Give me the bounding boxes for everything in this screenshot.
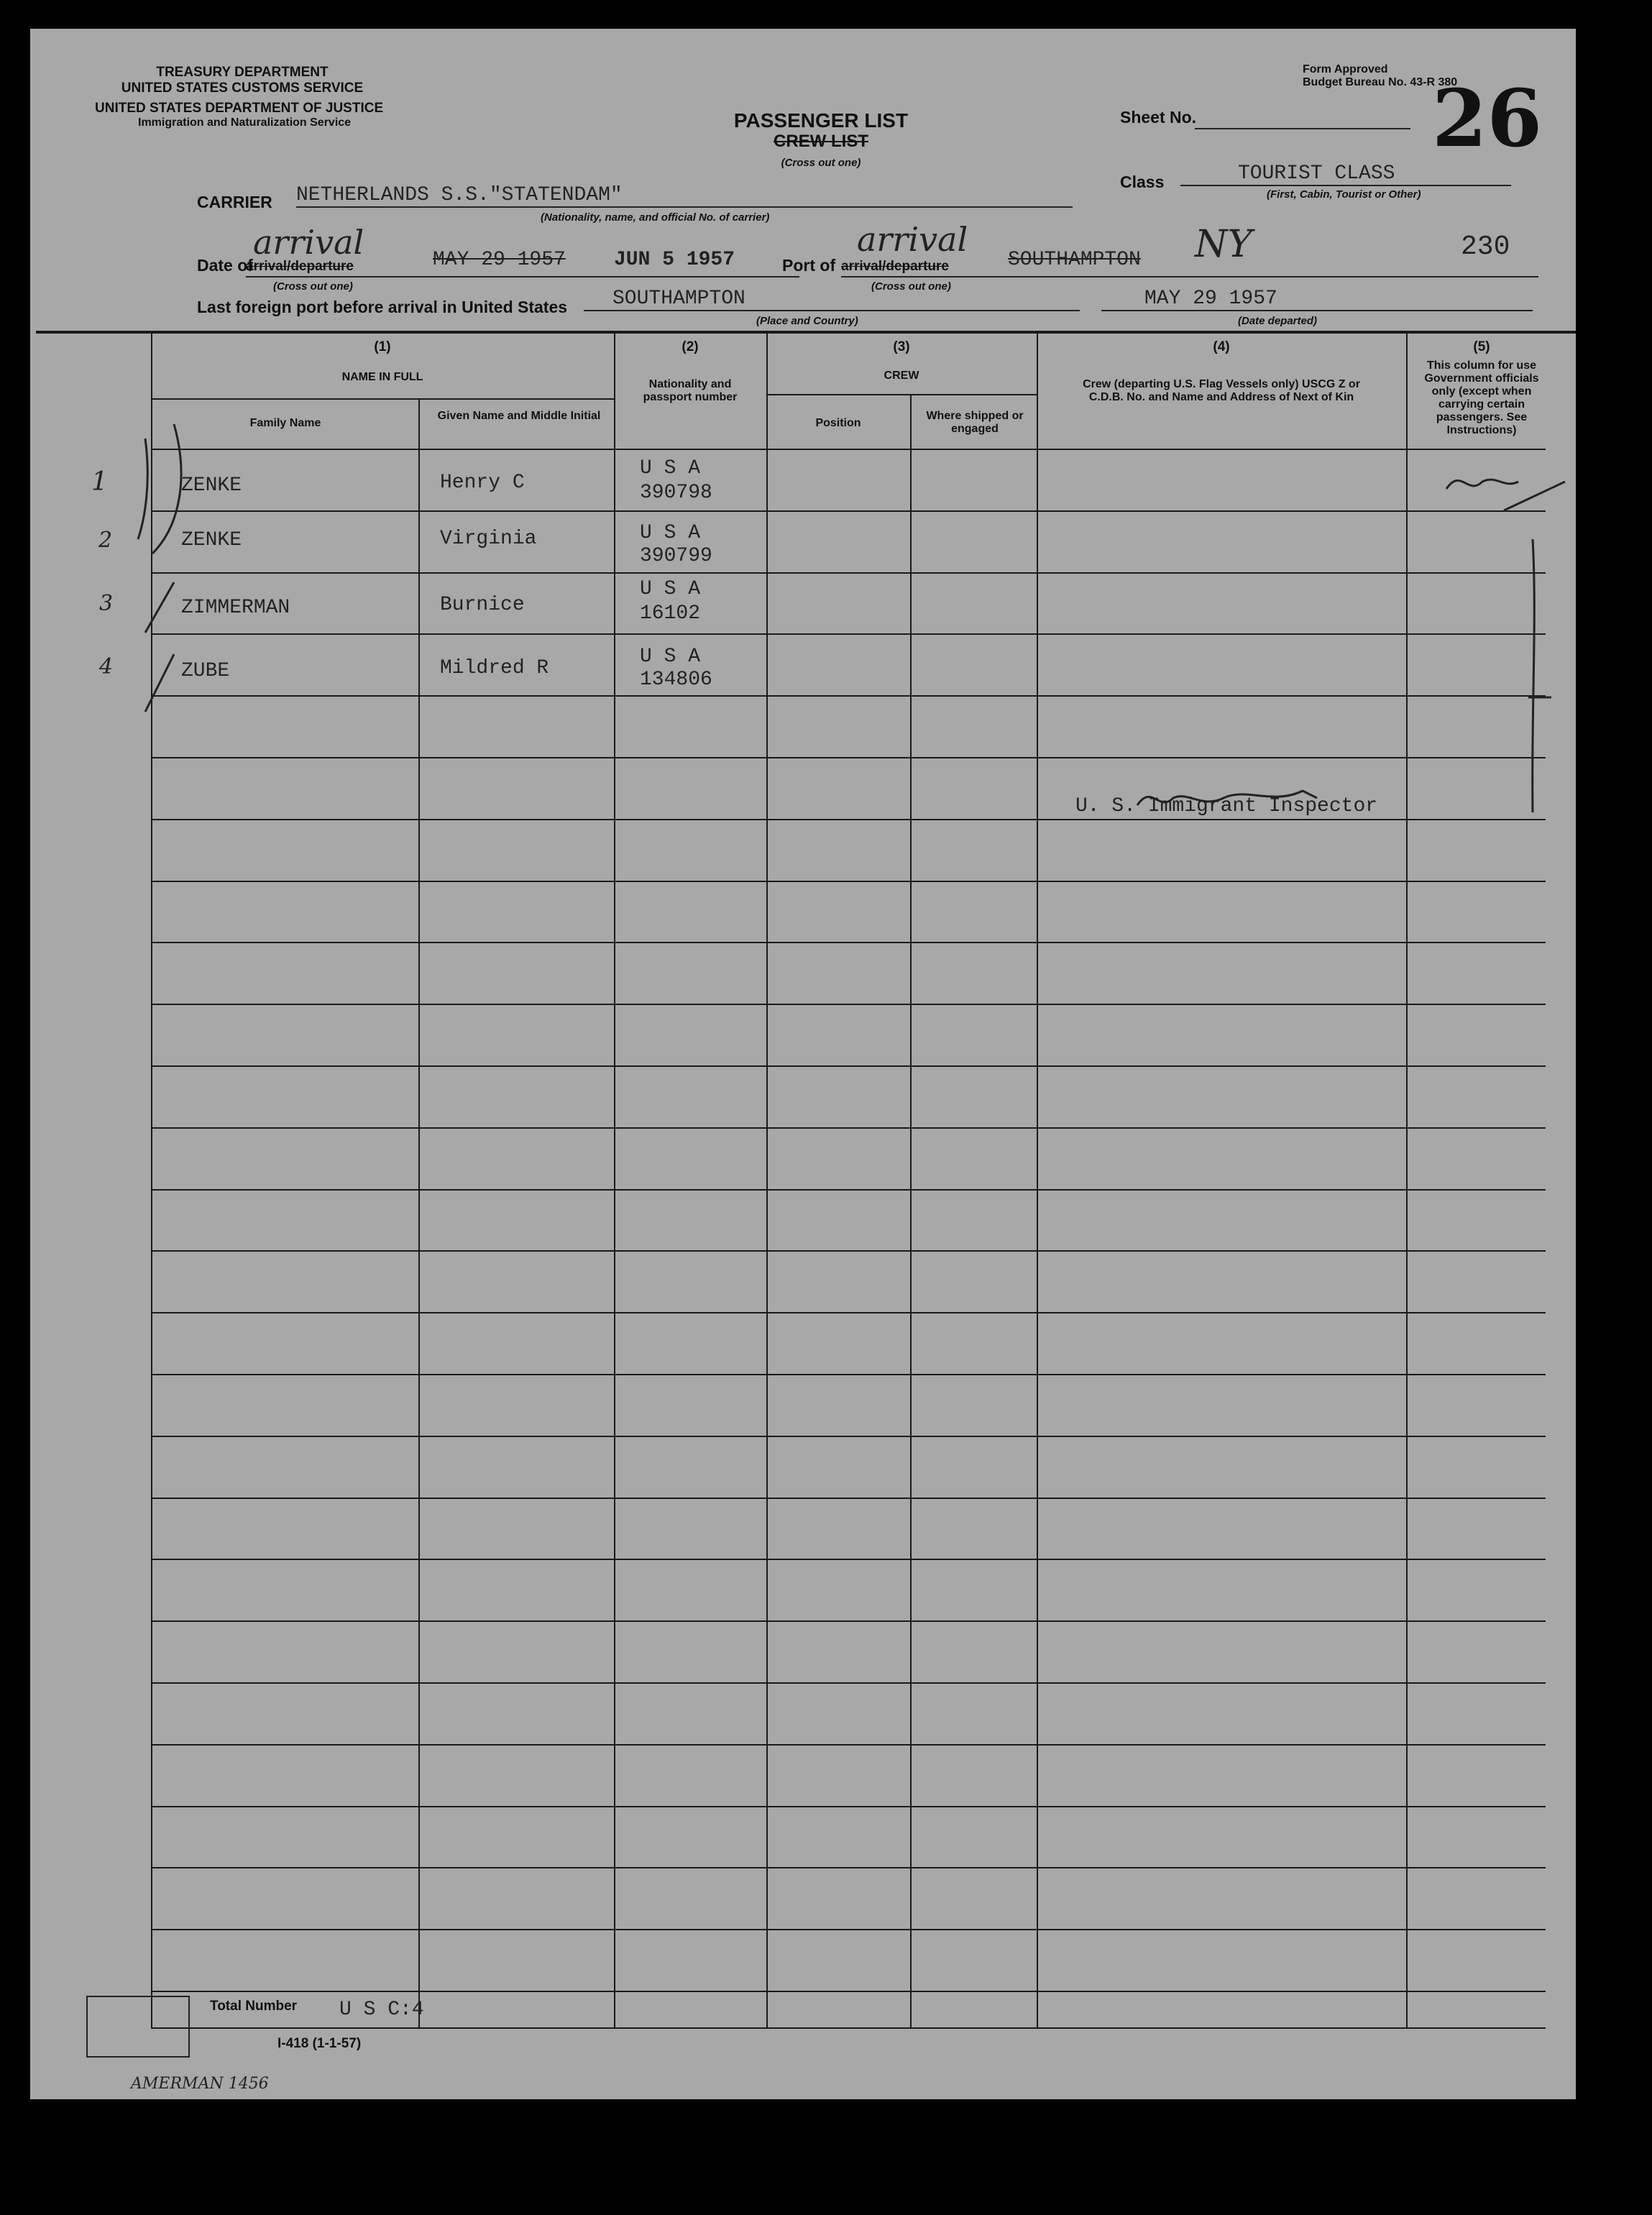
port-cross-out-note: (Cross out one) (871, 280, 951, 293)
col-divider-given (418, 398, 420, 2027)
date-value-struck: MAY 29 1957 (433, 249, 566, 271)
row-rule (151, 1312, 1546, 1313)
family-name-cell: ZENKE (181, 474, 242, 497)
carrier-label: CARRIER (197, 193, 272, 211)
passport-cell: 134806 (640, 669, 712, 691)
passport-cell: 16102 (640, 602, 701, 625)
col4-number: (4) (1213, 339, 1230, 354)
budget-bureau: Budget Bureau No. 43-R 380 (1303, 76, 1458, 88)
given-name-cell: Henry C (440, 472, 525, 494)
row-rule (151, 1991, 1546, 1992)
col4-title: Crew (departing U.S. Flag Vessels only) USCG Z or C.D.B. No. and Name and Address of Next of Kin (1083, 378, 1360, 403)
given-name-header: Given Name and Middle Initial (437, 410, 601, 422)
carrier-note: (Nationality, name, and official No. of carrier) (541, 211, 770, 224)
col3-number: (3) (893, 339, 910, 354)
position-header: Position (815, 417, 861, 429)
given-name-cell: Virginia (440, 528, 537, 550)
nationality-cell: U S A (640, 457, 701, 480)
row-rule (151, 1127, 1546, 1129)
stamp-number: 230 (1461, 231, 1510, 262)
col-divider-where (910, 394, 912, 2027)
family-name-cell: ZENKE (181, 529, 242, 551)
document-sheet (30, 29, 1576, 2099)
header-bottom-rule (151, 449, 1546, 450)
family-name-header: Family Name (249, 417, 321, 429)
date-line (246, 276, 799, 278)
ins-service: Immigration and Naturalization Service (138, 116, 352, 129)
table-top-rule (36, 331, 1576, 334)
class-label: Class (1120, 173, 1165, 191)
row-rule (151, 633, 1546, 635)
date-label: Date of (197, 256, 253, 275)
last-port-note: (Place and Country) (756, 315, 858, 327)
col2-number: (2) (682, 339, 699, 354)
row-rule (151, 757, 1546, 758)
row-rule (151, 942, 1546, 943)
port-line (841, 276, 1538, 278)
class-value: TOURIST CLASS (1180, 162, 1511, 186)
col-divider-nationality (614, 334, 615, 2027)
col1-number: (1) (374, 339, 391, 354)
col5-number: (5) (1473, 339, 1490, 354)
date-departed-note: (Date departed) (1238, 315, 1318, 327)
nationality-cell: U S A (640, 646, 701, 668)
form-number: I-418 (1-1-57) (277, 2036, 362, 2051)
row-rule (151, 1682, 1546, 1684)
col2-title: Nationality and passport number (643, 378, 738, 403)
family-name-cell: ZUBE (181, 660, 230, 682)
given-name-cell: Burnice (440, 594, 525, 616)
port-struck: arrival/departure (841, 259, 949, 274)
date-stamp: JUN 5 1957 (614, 249, 735, 271)
inspector-stamp: U. S. Immigrant Inspector (1075, 795, 1378, 817)
official-mark (1439, 439, 1583, 841)
row-rule (151, 1806, 1546, 1807)
date-cross-out-note: (Cross out one) (273, 280, 353, 293)
col5-title: This column for use Government officials only (except when carrying certain passengers. See Instructions) (1424, 359, 1539, 436)
row-rule (151, 1374, 1546, 1375)
total-box (86, 1996, 190, 2058)
row-rule (151, 510, 1546, 512)
carrier-value: NETHERLANDS S.S."STATENDAM" (296, 184, 1073, 208)
given-name-cell: Mildred R (440, 657, 549, 679)
form-approved: Form Approved (1303, 63, 1388, 75)
last-port-value: SOUTHAMPTON (584, 288, 1080, 311)
row-rule (151, 1498, 1546, 1499)
port-handwritten-value: NY (1195, 223, 1252, 266)
date-handwritten: arrival (253, 223, 364, 262)
sheet-line (1195, 128, 1410, 129)
row-rule (151, 1929, 1546, 1930)
page-title: PASSENGER LIST (733, 109, 909, 132)
row-rule (151, 572, 1546, 574)
row-rule (151, 1559, 1546, 1560)
row-rule (151, 1436, 1546, 1437)
nationality-cell: U S A (640, 522, 701, 544)
treasury-dept: TREASURY DEPARTMENT (156, 65, 329, 80)
last-port-label: Last foreign port before arrival in United States (197, 298, 568, 316)
row-rule (151, 695, 1546, 697)
col3-title: CREW (884, 370, 919, 382)
family-name-cell: ZIMMERMAN (181, 597, 290, 619)
row-tally-mark: 4 (99, 654, 114, 679)
customs-service: UNITED STATES CUSTOMS SERVICE (121, 81, 364, 96)
row-tally-mark: 1 (91, 467, 108, 497)
date-struck: arrival/departure (246, 259, 354, 274)
row-rule (151, 1744, 1546, 1746)
sheet-number: 26 (1432, 72, 1543, 165)
col-divider-crew (766, 334, 768, 2027)
total-value: U S C:4 (339, 1999, 424, 2021)
crew-subheader-rule (766, 394, 1037, 395)
row-rule (151, 1250, 1546, 1252)
row-rule (151, 1189, 1546, 1191)
col-divider-col4 (1037, 334, 1038, 2027)
title-cross-out-note: (Cross out one) (781, 157, 861, 169)
col-divider-col5 (1406, 334, 1408, 2027)
where-shipped-header: Where shipped or engaged (926, 410, 1024, 435)
dept-justice: UNITED STATES DEPARTMENT OF JUSTICE (95, 101, 384, 116)
bottom-note: AMERMAN 1456 (131, 2075, 269, 2093)
row-rule (151, 1620, 1546, 1622)
row-rule (151, 1065, 1546, 1067)
row-rule (151, 1004, 1546, 1005)
table-bottom-rule (151, 2027, 1546, 2029)
sheet-label: Sheet No. (1120, 108, 1197, 127)
row-rule (151, 881, 1546, 882)
nationality-cell: U S A (640, 578, 701, 600)
date-departed-value: MAY 29 1957 (1101, 288, 1533, 311)
port-label: Port of (782, 256, 836, 275)
port-handwritten: arrival (857, 220, 968, 259)
tally-strokes (73, 395, 260, 769)
port-value-struck: SOUTHAMPTON (1008, 249, 1141, 271)
passport-cell: 390799 (640, 545, 712, 567)
inspector-signature (1130, 776, 1346, 827)
title-struck: CREW LIST (774, 132, 868, 151)
total-label: Total Number (210, 1999, 298, 2014)
passport-cell: 390798 (640, 482, 712, 504)
row-rule (151, 1867, 1546, 1868)
col1-title: NAME IN FULL (341, 371, 423, 383)
row-tally-mark: 3 (99, 591, 114, 616)
class-note: (First, Cabin, Tourist or Other) (1267, 188, 1421, 201)
row-tally-mark: 2 (98, 528, 113, 553)
